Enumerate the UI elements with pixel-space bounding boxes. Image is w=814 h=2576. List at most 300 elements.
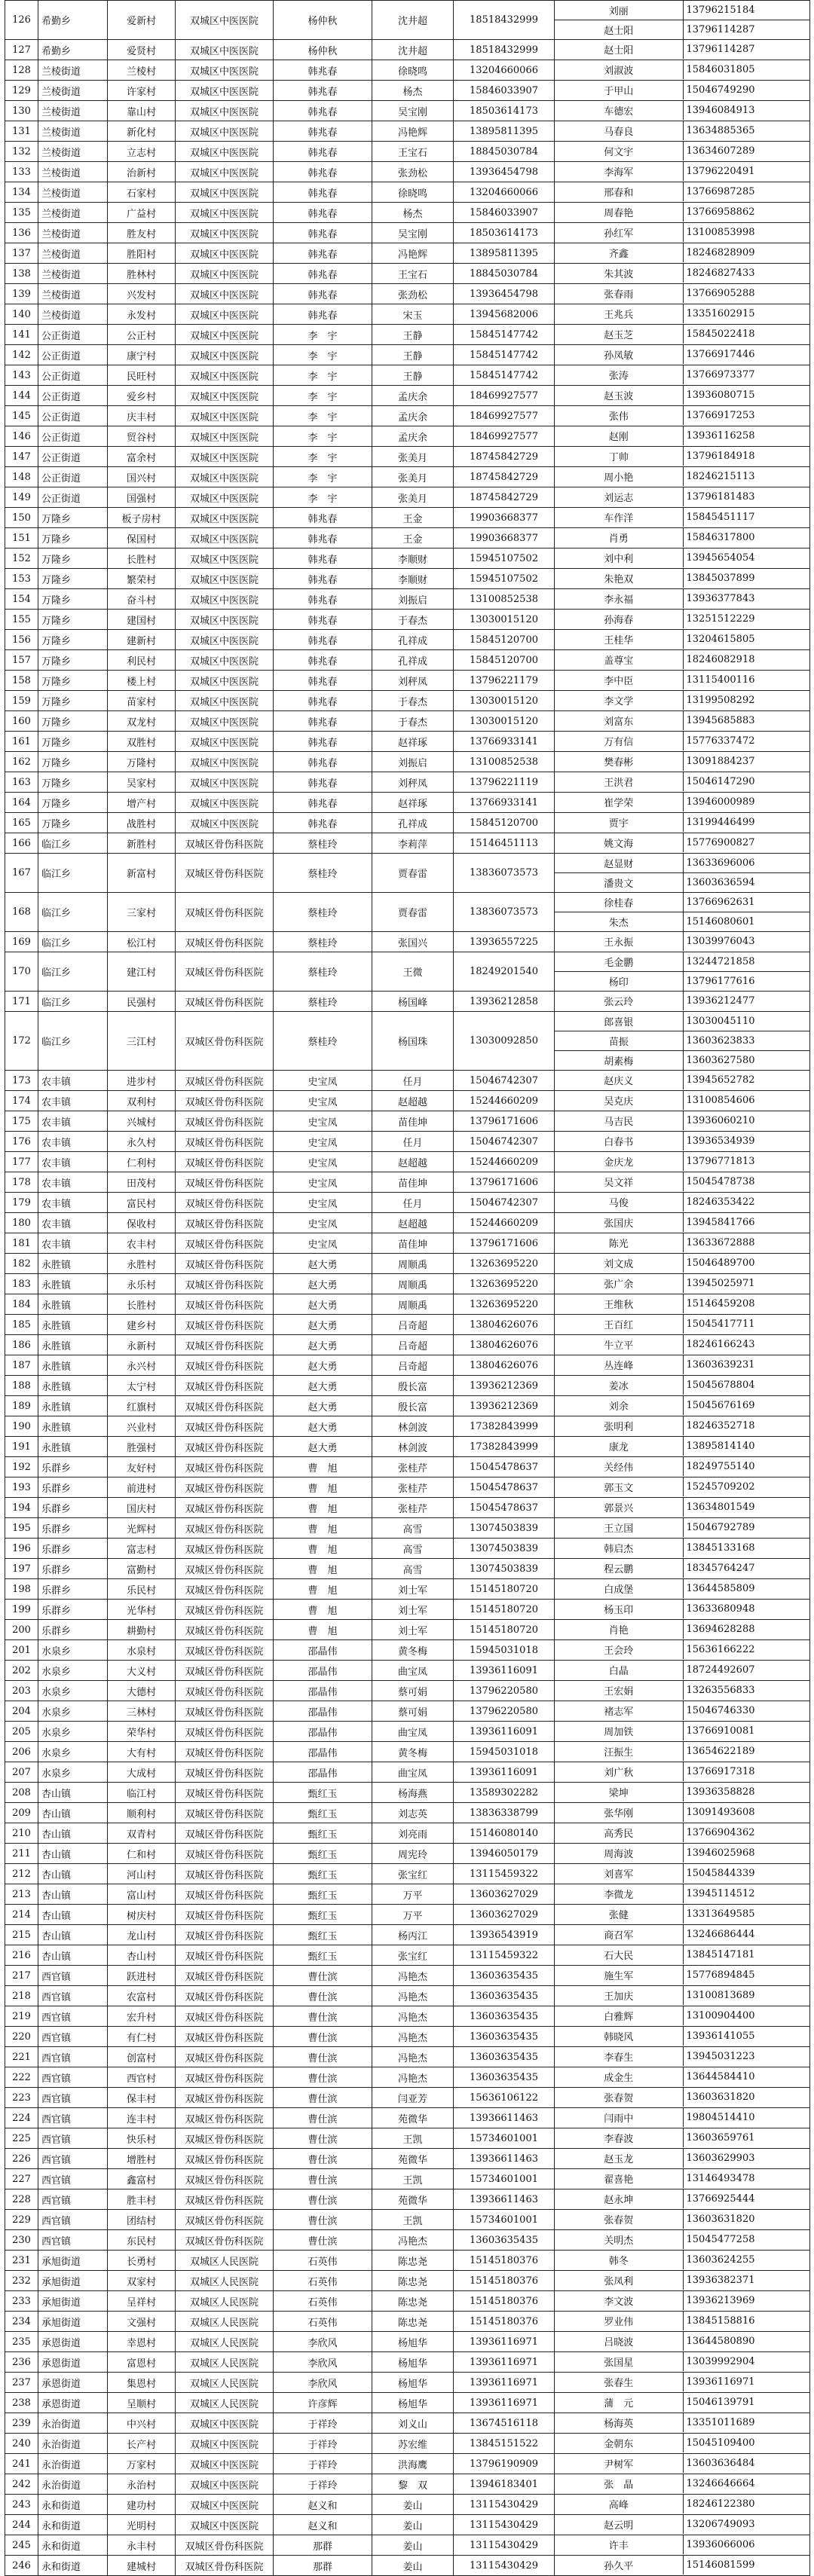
contact-item <box>555 972 809 992</box>
village-cell: 兴发村 <box>108 284 176 304</box>
doctor-cell: 任月 <box>372 1132 454 1152</box>
town-cell: 农丰镇 <box>38 1111 108 1132</box>
town-cell: 兰棱街道 <box>38 264 108 284</box>
contact-item <box>555 1132 809 1150</box>
contact-name: 张云玲 <box>555 992 683 1010</box>
phone-cell: 13936212369 <box>454 1396 555 1416</box>
town-cell: 乐群乡 <box>38 1498 108 1518</box>
hospital-cell: 双城区骨伤科医院 <box>176 1681 274 1701</box>
contact-phone: 13845133168 <box>686 1542 755 1554</box>
phone-cell: 15045478637 <box>454 1457 555 1477</box>
contact-phone: 15846031805 <box>686 64 755 75</box>
contact-item <box>555 1274 809 1293</box>
contacts-cell <box>555 1172 810 1193</box>
phone-cell: 15845120700 <box>454 630 555 650</box>
hospital-cell: 双城区中医医院 <box>176 203 274 223</box>
contact-phone: 13766905288 <box>686 288 755 299</box>
contact-name: 赵玉波 <box>555 386 683 405</box>
leader-cell: 曹仕滨 <box>274 2210 372 2230</box>
phone-cell: 15244660209 <box>454 1213 555 1233</box>
hospital-cell: 双城区骨伤科医院 <box>176 1640 274 1661</box>
contacts-list <box>555 549 809 567</box>
row-number: 199 <box>5 1600 38 1620</box>
contacts-cell <box>555 2535 810 2556</box>
contacts-list <box>555 243 809 262</box>
leader-cell: 曹仕滨 <box>274 2149 372 2169</box>
table-row <box>5 2230 810 2251</box>
table-row <box>5 793 810 813</box>
contact-item <box>555 1986 809 2005</box>
table-row <box>5 2149 810 2169</box>
hospital-cell: 双城区中医医院 <box>176 630 274 650</box>
village-cell: 农丰村 <box>108 1233 176 1254</box>
doctor-cell: 吕奇超 <box>372 1355 454 1376</box>
phone-cell: 13796220580 <box>454 1681 555 1701</box>
table-row <box>5 304 810 325</box>
hospital-cell: 双城区中医医院 <box>176 2474 274 2495</box>
contacts-list <box>555 2108 809 2127</box>
hospital-cell: 双城区骨伤科医院 <box>176 1477 274 1498</box>
contacts-cell <box>555 1416 810 1437</box>
town-cell: 永胜镇 <box>38 1416 108 1437</box>
phone-cell: 13936611463 <box>454 2149 555 2169</box>
contact-name: 丛连峰 <box>555 1355 683 1374</box>
contact-name: 郎喜银 <box>555 1012 683 1031</box>
table-row <box>5 1823 810 1844</box>
village-cell: 大成村 <box>108 1762 176 1783</box>
row-number: 141 <box>5 325 38 345</box>
contacts-list <box>555 284 809 303</box>
contact-name: 刘余 <box>555 1396 683 1415</box>
town-cell: 公正街道 <box>38 467 108 487</box>
town-cell: 农丰镇 <box>38 1172 108 1193</box>
row-number: 240 <box>5 2434 38 2454</box>
table-row <box>5 121 810 142</box>
doctor-cell: 王宝石 <box>372 142 454 162</box>
hospital-cell: 双城区中医医院 <box>176 528 274 549</box>
contacts-list <box>555 2006 809 2025</box>
doctor-cell: 任月 <box>372 1071 454 1091</box>
contact-phone: 13633680948 <box>686 1603 755 1615</box>
town-cell: 永胜镇 <box>38 1376 108 1396</box>
doctor-cell: 王静 <box>372 325 454 345</box>
contact-name: 杨海英 <box>555 2413 683 2432</box>
contact-phone: 13945841766 <box>686 1217 755 1228</box>
town-cell: 公正街道 <box>38 426 108 447</box>
village-cell: 苗家村 <box>108 691 176 711</box>
contacts-list <box>555 952 809 991</box>
contacts-cell <box>555 2515 810 2535</box>
contact-name: 徐桂春 <box>555 893 683 912</box>
contacts-list <box>555 2230 809 2249</box>
leader-cell: 邵晶伟 <box>274 1661 372 1681</box>
hospital-cell: 双城区中医医院 <box>176 426 274 447</box>
contacts-list <box>555 1355 809 1374</box>
contacts-cell <box>555 1071 810 1091</box>
town-cell: 万隆乡 <box>38 569 108 589</box>
town-cell: 杏山镇 <box>38 1925 108 1945</box>
contacts-cell <box>555 1355 810 1376</box>
contact-phone: 13244721858 <box>683 952 809 972</box>
row-number: 191 <box>5 1437 38 1457</box>
phone-cell: 19903668377 <box>454 528 555 549</box>
village-cell: 三家村 <box>108 893 176 932</box>
contact-item <box>555 1539 809 1557</box>
town-cell: 西官镇 <box>38 2027 108 2047</box>
hospital-cell: 双城区骨伤科医院 <box>176 1172 274 1193</box>
contact-item <box>555 1071 809 1089</box>
contact-name: 石大民 <box>555 1945 683 1964</box>
contact-name: 王会玲 <box>555 1640 683 1659</box>
contact-phone: 13796215184 <box>683 1 809 20</box>
table-row <box>5 2251 810 2271</box>
row-number: 216 <box>5 1945 38 1966</box>
village-cell: 呈顺村 <box>108 2393 176 2413</box>
contacts-cell <box>555 793 810 813</box>
contact-name: 万有信 <box>555 732 683 750</box>
contact-name: 张健 <box>555 1905 683 1924</box>
doctor-cell: 刘士军 <box>372 1600 454 1620</box>
doctor-cell: 张美月 <box>372 447 454 467</box>
table-row <box>5 1437 810 1457</box>
village-cell: 东民村 <box>108 2230 176 2251</box>
phone-cell: 15734601001 <box>454 2169 555 2189</box>
leader-cell: 赵大勇 <box>274 1274 372 1294</box>
doctor-cell: 吕奇超 <box>372 1315 454 1335</box>
contact-item <box>555 854 809 873</box>
doctor-cell: 孟庆余 <box>372 426 454 447</box>
table-row <box>5 528 810 549</box>
contacts-cell <box>555 1111 810 1132</box>
phone-cell: 15045478637 <box>454 1477 555 1498</box>
town-cell: 西官镇 <box>38 2128 108 2149</box>
contact-name: 车德宏 <box>555 101 683 120</box>
phone-cell: 18503614173 <box>454 101 555 121</box>
doctor-cell: 刘士军 <box>372 1620 454 1640</box>
hospital-cell: 双城区中医医院 <box>176 487 274 508</box>
row-number: 239 <box>5 2413 38 2434</box>
leader-cell: 史宝凤 <box>274 1172 372 1193</box>
town-cell: 承恩街道 <box>38 2393 108 2413</box>
phone-cell: 15046742307 <box>454 1132 555 1152</box>
contact-item <box>555 1233 809 1252</box>
leader-cell: 赵大勇 <box>274 1355 372 1376</box>
leader-cell: 韩兆春 <box>274 671 372 691</box>
village-cell: 新富村 <box>108 854 176 893</box>
town-cell: 万隆乡 <box>38 772 108 793</box>
table-row <box>5 813 810 833</box>
leader-cell: 史宝凤 <box>274 1132 372 1152</box>
table-row <box>5 2495 810 2515</box>
row-number: 224 <box>5 2108 38 2128</box>
contacts-cell <box>555 2291 810 2312</box>
doctor-cell: 周顺禹 <box>372 1254 454 1274</box>
contact-phone: 13603639231 <box>686 1359 755 1371</box>
contact-phone: 13204615805 <box>686 634 755 645</box>
doctor-cell: 赵超越 <box>372 1213 454 1233</box>
contact-phone: 13634885365 <box>686 125 755 136</box>
hospital-cell: 双城区骨伤科医院 <box>176 1661 274 1681</box>
hospital-cell: 双城区骨伤科医院 <box>176 1274 274 1294</box>
contact-phone: 15046147290 <box>686 776 755 787</box>
contact-item <box>555 671 809 689</box>
town-cell: 西官镇 <box>38 2047 108 2067</box>
contact-name: 白春书 <box>555 1132 683 1150</box>
doctor-cell: 徐晓鸣 <box>372 182 454 203</box>
phone-cell: 13115459322 <box>454 1864 555 1884</box>
row-number: 245 <box>5 2535 38 2556</box>
contacts-cell <box>555 1966 810 1986</box>
leader-cell: 甄红玉 <box>274 1884 372 1905</box>
town-cell: 水泉乡 <box>38 1681 108 1701</box>
row-number: 145 <box>5 406 38 426</box>
village-cell: 宏升村 <box>108 2006 176 2027</box>
village-cell: 建新村 <box>108 630 176 650</box>
contacts-list <box>555 40 809 59</box>
contacts-cell <box>555 1213 810 1233</box>
hospital-cell: 双城区中医医院 <box>176 2434 274 2454</box>
contacts-cell <box>555 386 810 406</box>
contacts-cell <box>555 447 810 467</box>
town-cell: 公正街道 <box>38 487 108 508</box>
contact-name: 金朝东 <box>555 2434 683 2452</box>
village-cell: 战胜村 <box>108 813 176 833</box>
hospital-cell: 双城区中医医院 <box>176 223 274 243</box>
contact-item <box>555 162 809 181</box>
doctor-cell: 赵超越 <box>372 1091 454 1111</box>
contacts-cell <box>555 952 810 992</box>
table-row <box>5 1722 810 1742</box>
contacts-list <box>555 711 809 730</box>
row-number: 144 <box>5 386 38 406</box>
table-row <box>5 1294 810 1315</box>
contact-item <box>555 1254 809 1273</box>
hospital-cell: 双城区中医医院 <box>176 304 274 325</box>
contact-item <box>555 952 809 972</box>
table-row <box>5 2067 810 2088</box>
phone-cell: 13936116971 <box>454 2373 555 2393</box>
phone-cell: 13766933141 <box>454 793 555 813</box>
contact-phone: 13091493608 <box>686 1807 755 1818</box>
doctor-cell: 苑微华 <box>372 2189 454 2210</box>
phone-cell: 15734601001 <box>454 2210 555 2230</box>
contact-name: 白雅辉 <box>555 2006 683 2025</box>
hospital-cell: 双城区中医医院 <box>176 142 274 162</box>
town-cell: 农丰镇 <box>38 1213 108 1233</box>
row-number: 138 <box>5 264 38 284</box>
contact-item <box>555 182 809 201</box>
leader-cell: 韩兆春 <box>274 101 372 121</box>
doctor-cell: 冯艳杰 <box>372 1966 454 1986</box>
table-row <box>5 1640 810 1661</box>
village-cell: 红旗村 <box>108 1396 176 1416</box>
table-row <box>5 1152 810 1172</box>
hospital-cell: 双城区中医医院 <box>176 2454 274 2474</box>
doctor-cell: 刘秤凤 <box>372 671 454 691</box>
contact-phone: 15045478738 <box>686 1176 755 1187</box>
contacts-cell <box>555 1012 810 1071</box>
doctor-cell: 刘秤凤 <box>372 772 454 793</box>
doctor-cell: 陈忠尧 <box>372 2291 454 2312</box>
contact-name: 姜冰 <box>555 1376 683 1395</box>
leader-cell: 蔡桂玲 <box>274 854 372 893</box>
contact-phone: 13603631820 <box>686 2092 755 2103</box>
village-cell: 松江村 <box>108 932 176 952</box>
doctor-cell: 李顺财 <box>372 549 454 569</box>
contact-phone: 13039976043 <box>686 936 755 947</box>
doctor-cell: 姜山 <box>372 2556 454 2576</box>
table-row <box>5 325 810 345</box>
contacts-list <box>555 345 809 364</box>
contact-item <box>555 932 809 951</box>
contact-item <box>555 1722 809 1740</box>
village-cell: 永乐村 <box>108 1274 176 1294</box>
contact-phone: 15046749290 <box>686 84 755 96</box>
leader-cell: 曹仕滨 <box>274 2006 372 2027</box>
leader-cell: 曹 旭 <box>274 1559 372 1579</box>
contacts-list <box>555 365 809 384</box>
table-row <box>5 142 810 162</box>
village-cell: 富志村 <box>108 1539 176 1559</box>
leader-cell: 韩兆春 <box>274 81 372 101</box>
town-cell: 承旭街道 <box>38 2251 108 2271</box>
contact-name: 赵显财 <box>555 854 683 873</box>
village-cell: 连丰村 <box>108 2108 176 2128</box>
contacts-cell <box>555 2128 810 2149</box>
contact-name: 贾宇 <box>555 813 683 832</box>
table-row <box>5 1012 810 1071</box>
table-row <box>5 1539 810 1559</box>
phone-cell: 13946183401 <box>454 2474 555 2495</box>
contact-item <box>555 406 809 425</box>
contact-phone: 13796114287 <box>686 24 755 35</box>
contact-phone: 18246215113 <box>686 471 755 482</box>
doctor-cell: 黄冬梅 <box>372 1640 454 1661</box>
town-cell: 水泉乡 <box>38 1722 108 1742</box>
town-cell: 万隆乡 <box>38 813 108 833</box>
contact-item <box>555 2169 809 2188</box>
table-row <box>5 2006 810 2027</box>
contacts-cell <box>555 467 810 487</box>
row-number: 171 <box>5 992 38 1012</box>
hospital-cell: 双城区中医医院 <box>176 589 274 610</box>
leader-cell: 李 宇 <box>274 386 372 406</box>
row-number: 182 <box>5 1254 38 1274</box>
row-number: 161 <box>5 732 38 752</box>
hospital-cell: 双城区中医医院 <box>176 732 274 752</box>
row-number: 202 <box>5 1661 38 1681</box>
town-cell: 兰棱街道 <box>38 223 108 243</box>
contact-item <box>555 101 809 120</box>
hospital-cell: 双城区骨伤科医院 <box>176 2556 274 2576</box>
town-cell: 承旭街道 <box>38 2312 108 2332</box>
table-row <box>5 2352 810 2373</box>
contact-item <box>555 2373 809 2391</box>
contacts-list <box>555 2128 809 2147</box>
contact-phone: 13796184918 <box>686 451 755 462</box>
table-row <box>5 264 810 284</box>
town-cell: 承恩街道 <box>38 2352 108 2373</box>
contact-name: 王桂华 <box>555 630 683 649</box>
leader-cell: 韩兆春 <box>274 182 372 203</box>
leader-cell: 韩兆春 <box>274 243 372 264</box>
table-row <box>5 2393 810 2413</box>
contacts-cell <box>555 1884 810 1905</box>
phone-cell: 15045478637 <box>454 1498 555 1518</box>
hospital-cell: 双城区骨伤科医院 <box>176 992 274 1012</box>
hospital-cell: 双城区骨伤科医院 <box>176 1884 274 1905</box>
village-cell: 庆丰村 <box>108 406 176 426</box>
table-row <box>5 1132 810 1152</box>
contact-item <box>555 569 809 588</box>
contacts-cell <box>555 1437 810 1457</box>
village-cell: 增胜村 <box>108 2149 176 2169</box>
village-cell: 永发村 <box>108 304 176 325</box>
town-cell: 杏山镇 <box>38 1864 108 1884</box>
town-cell: 西官镇 <box>38 1986 108 2006</box>
doctor-cell: 刘亮雨 <box>372 1823 454 1844</box>
contact-item <box>555 467 809 486</box>
contact-item <box>555 630 809 649</box>
contact-item <box>555 2006 809 2025</box>
table-row <box>5 630 810 650</box>
contacts-list <box>555 2189 809 2208</box>
contacts-cell <box>555 1254 810 1274</box>
contact-phone: 13936066006 <box>686 2539 755 2550</box>
village-cell: 兰棱村 <box>108 60 176 81</box>
contact-name: 马春良 <box>555 121 683 140</box>
contact-name: 李文波 <box>555 2291 683 2310</box>
hospital-cell: 双城区中医医院 <box>176 793 274 813</box>
row-number: 169 <box>5 932 38 952</box>
row-number: 157 <box>5 650 38 671</box>
leader-cell: 李 宇 <box>274 365 372 386</box>
hospital-cell: 双城区中医医院 <box>176 284 274 304</box>
table-row <box>5 569 810 589</box>
contacts-cell <box>555 1477 810 1498</box>
village-cell: 跃进村 <box>108 1966 176 1986</box>
contacts-list <box>555 1477 809 1496</box>
contact-item <box>555 1518 809 1537</box>
contacts-cell <box>555 1 810 40</box>
contact-phone: 13945685883 <box>686 715 755 726</box>
contact-item <box>555 691 809 710</box>
doctor-cell: 杨国峰 <box>372 992 454 1012</box>
table-row <box>5 284 810 304</box>
doctor-cell: 徐晓鸣 <box>372 60 454 81</box>
town-cell: 永胜镇 <box>38 1274 108 1294</box>
doctor-cell: 杨海燕 <box>372 1783 454 1803</box>
hospital-cell: 双城区骨伤科医院 <box>176 932 274 952</box>
leader-cell: 李欣风 <box>274 2373 372 2393</box>
row-number: 180 <box>5 1213 38 1233</box>
row-number: 213 <box>5 1884 38 1905</box>
contacts-cell <box>555 2556 810 2576</box>
town-cell: 乐群乡 <box>38 1477 108 1498</box>
contact-phone: 13945652782 <box>686 1074 755 1086</box>
table-row <box>5 2556 810 2576</box>
contacts-cell <box>555 264 810 284</box>
contact-name: 郭玉文 <box>555 1477 683 1496</box>
contact-name: 王百红 <box>555 1315 683 1334</box>
contacts-cell <box>555 1681 810 1701</box>
contact-phone: 13945654054 <box>686 552 755 564</box>
phone-cell: 18469927577 <box>454 426 555 447</box>
contact-name: 肖勇 <box>555 528 683 547</box>
contact-phone: 13351602915 <box>686 308 755 319</box>
village-cell: 爱乡村 <box>108 386 176 406</box>
doctor-cell: 于春杰 <box>372 711 454 732</box>
